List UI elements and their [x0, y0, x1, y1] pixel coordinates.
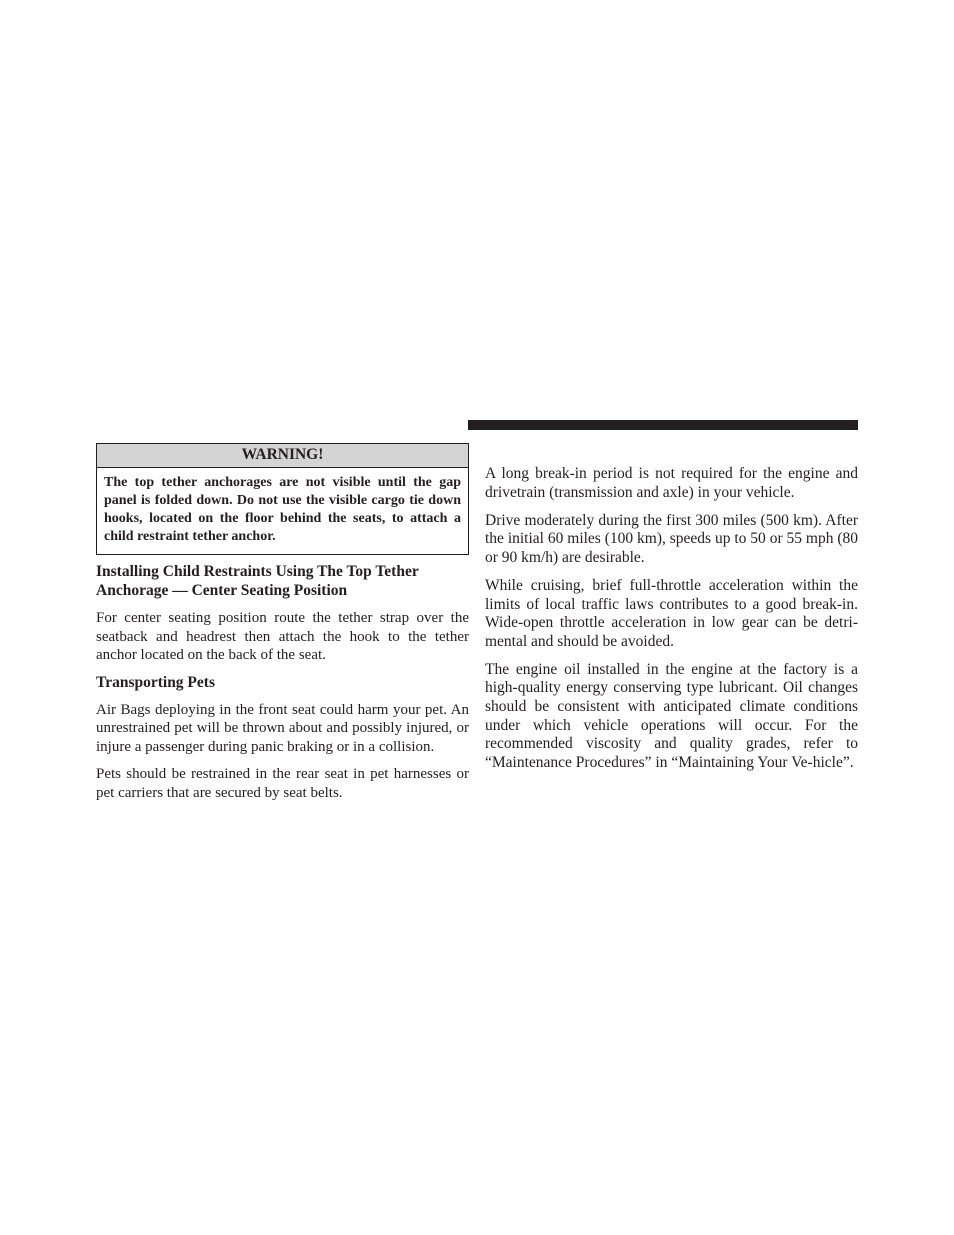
warning-text: The top tether anchorages are not visible until the gap panel is folded down. Do not use the visible cargo tie down hooks, located on the floor behind the seats, to attach a child restraint tether anchor.: [104, 475, 461, 544]
section-rule-bar: [468, 420, 858, 430]
pets-subheading: Transporting Pets: [96, 673, 215, 691]
right-column: [485, 465, 858, 782]
left-column: [96, 443, 469, 811]
engine-oil-paragraph: The engine oil installed in the engine at the factory is a high-quality energy conserving type lubricant. Oil changes should be consistent with anticipated climate conditions under which vehicle operations will occur. For the recommended viscosity and quality grades, refer to “Maintenance Procedures” in “Maintaining Your Ve-hicle”.: [485, 660, 858, 771]
section-heading: Installing Child Restraints Using The Top Tether Anchorage — Center Seating Position: [96, 563, 419, 599]
pets-paragraph: Air Bags deploying in the front seat could harm your pet. An unrestrained pet will be thrown about and possibly injured, or injure a passenger during panic braking or in a collision.: [96, 701, 469, 755]
break-in-paragraph: A long break-in period is not required for the engine and drivetrain (transmission and axle) in your vehicle.: [485, 465, 858, 501]
section-paragraph: For center seating position route the tether strap over the seatback and headrest then attach the hook to the tether anchor located on the back of the seat.: [96, 610, 469, 663]
break-in-paragraph: Drive moderately during the first 300 miles (500 km). After the initial 60 miles (100 km), speeds up to 50 or 55 mph (80 or 90 km/h) are desirable.: [485, 511, 858, 566]
break-in-paragraph: While cruising, brief full-throttle acceleration within the limits of local traffic laws contributes to a good break-in. Wide-open throttle acceleration in low gear can be detri-mental and should be avoided.: [485, 576, 858, 650]
pets-paragraph: Pets should be restrained in the rear seat in pet harnesses or pet carriers that are secured by seat belts.: [96, 766, 469, 801]
warning-box: [96, 443, 469, 555]
warning-title: WARNING!: [97, 444, 468, 468]
